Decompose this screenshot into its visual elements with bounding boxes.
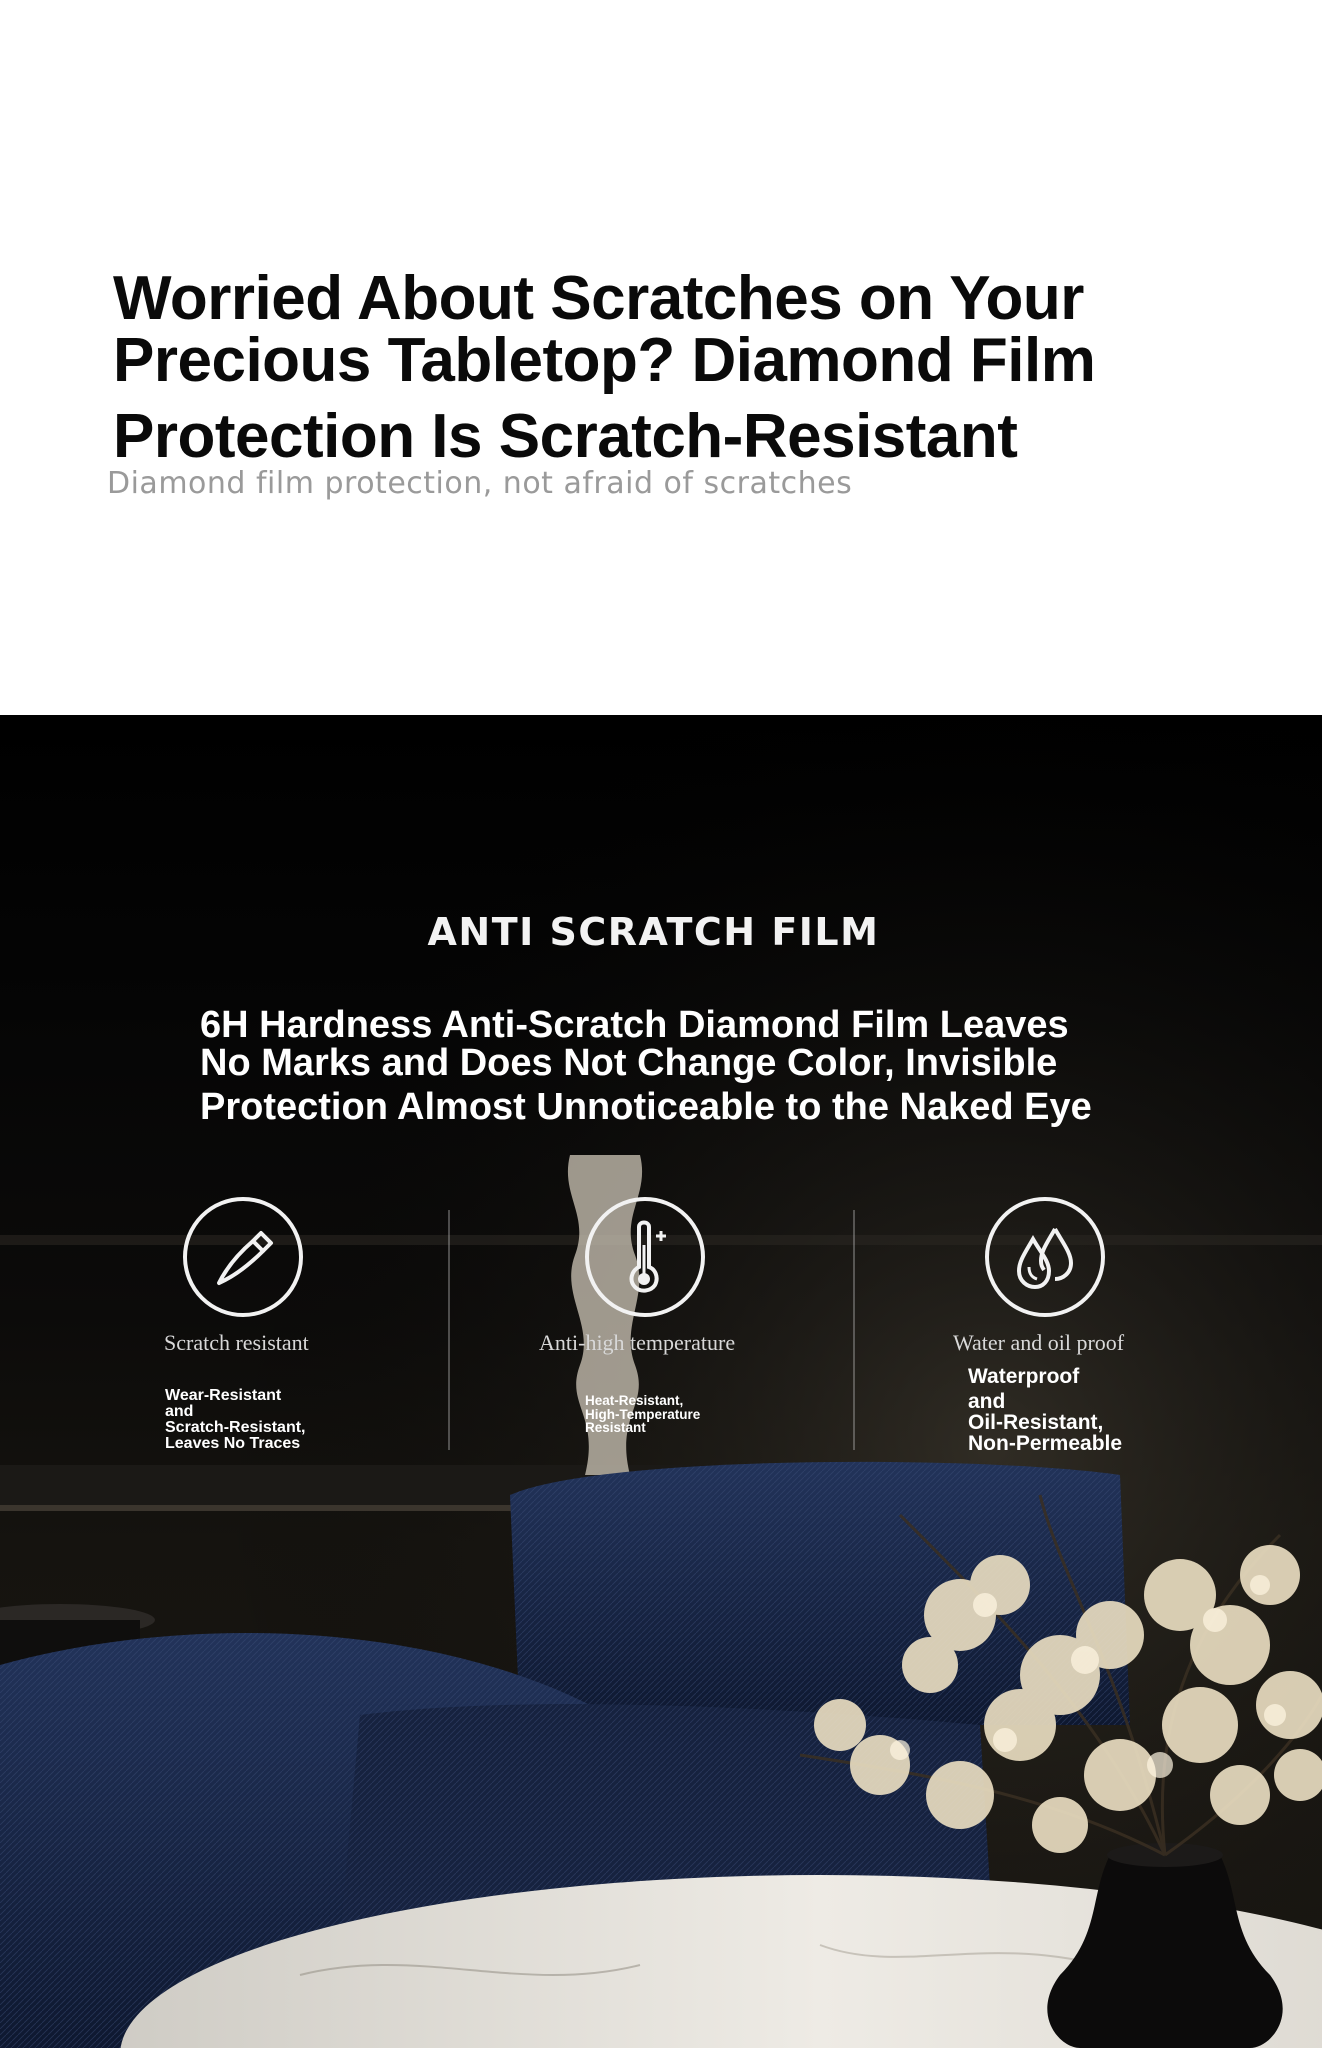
feature-label-scratch: Scratch resistant xyxy=(164,1330,309,1355)
feature-headline-line-3: Protection Almost Unnoticeable to the Naked Eye xyxy=(200,1086,1092,1128)
headline-line-2: Precious Tabletop? Diamond Film xyxy=(113,326,1096,395)
headline-line-1: Worried About Scratches on Your xyxy=(113,264,1084,333)
feature-desc-line: Oil-Resistant, xyxy=(968,1411,1104,1434)
feature-desc-line: Leaves No Traces xyxy=(165,1435,301,1452)
feature-desc-line: and xyxy=(968,1390,1006,1413)
feature-headline-line-2: No Marks and Does Not Change Color, Invisible xyxy=(200,1042,1058,1084)
thermometer-icon xyxy=(589,1201,701,1313)
water-drops-icon xyxy=(989,1201,1101,1313)
feature-desc-line: Scratch-Resistant, xyxy=(165,1419,306,1436)
feature-label-heat: Anti-high temperature xyxy=(539,1330,736,1355)
waterproof-badge xyxy=(985,1197,1105,1317)
headline-line-3: Protection Is Scratch-Resistant xyxy=(113,402,1018,471)
heat-resistant-badge xyxy=(585,1197,705,1317)
feature-label-waterproof: Water and oil proof xyxy=(953,1330,1125,1355)
feature-desc-scratch xyxy=(165,1388,306,1452)
feature-desc-line: High-Temperature xyxy=(585,1406,701,1422)
feature-desc-line: and xyxy=(165,1403,194,1420)
feature-desc-line: Waterproof xyxy=(968,1365,1080,1388)
page-headline xyxy=(113,264,1113,471)
feature-desc-waterproof xyxy=(968,1366,1122,1454)
feature-divider-1 xyxy=(448,1210,450,1450)
feature-divider-2 xyxy=(853,1210,855,1450)
intro-section xyxy=(0,0,1322,715)
feature-headline-line-1: 6H Hardness Anti-Scratch Diamond Film Leaves xyxy=(200,1004,1069,1046)
feature-desc-heat xyxy=(585,1394,700,1435)
feature-desc-line: Resistant xyxy=(585,1420,646,1435)
feature-desc-line: Wear-Resistant xyxy=(165,1387,282,1404)
feature-headline xyxy=(200,1006,1200,1126)
section-title: ANTI SCRATCH FILM xyxy=(427,910,880,954)
feature-desc-line: Heat-Resistant, xyxy=(585,1393,684,1408)
scratch-resistant-badge xyxy=(183,1197,303,1317)
feature-desc-line: Non-Permeable xyxy=(968,1432,1123,1455)
knife-icon xyxy=(187,1201,299,1313)
page-subline: Diamond film protection, not afraid of scratches xyxy=(107,466,853,501)
